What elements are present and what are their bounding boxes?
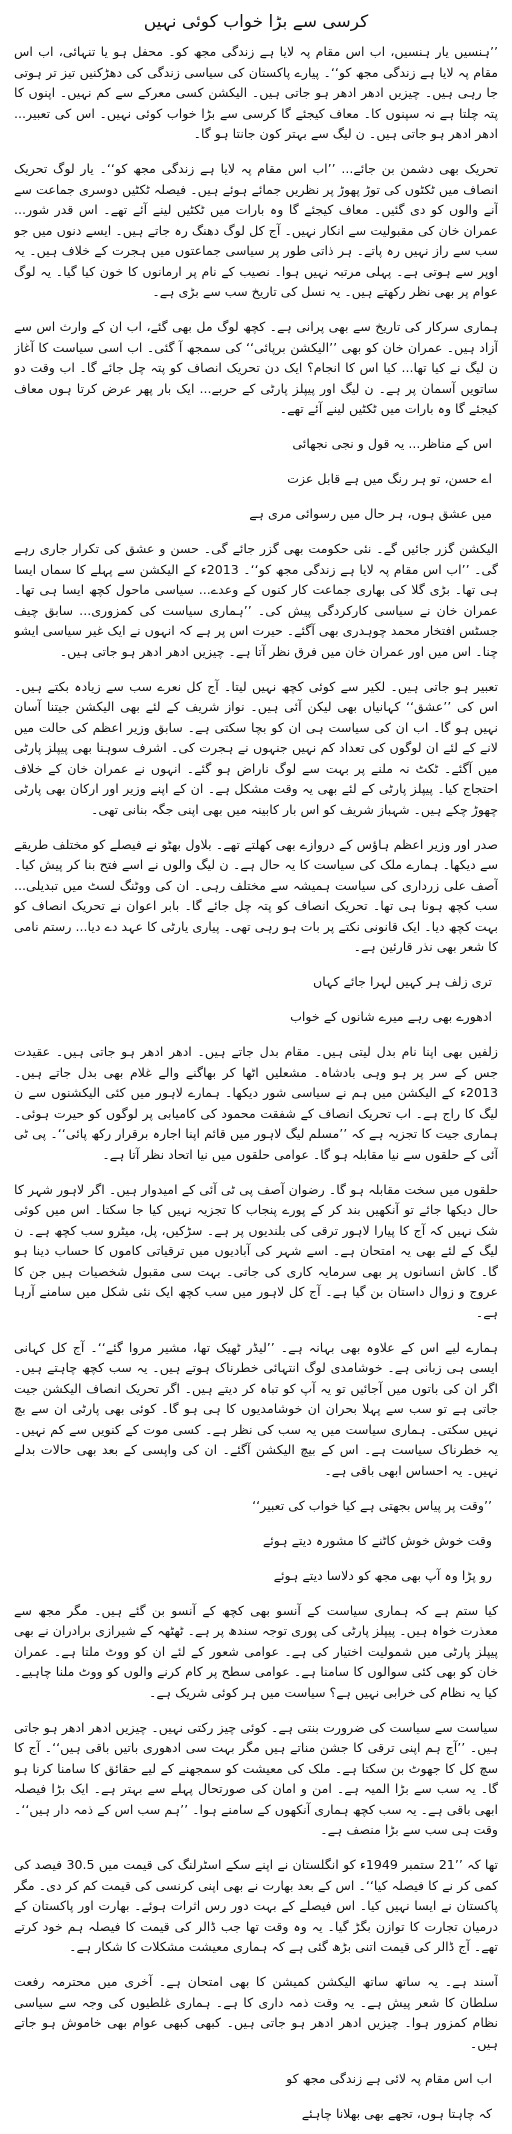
paragraph: کیا ستم ہے کہ ہماری سیاست کے آنسو بھی کچھ کے آنسو بن گئے ہیں۔ مگر مجھ سے معذرت خواہ ہیں۔ پیپلز پارٹی کی پوری توجہ سندھ پر ہے۔ ٹھٹھہ کے شیرازی برادران نے بھی پیپلز پارٹی میں شمولیت اختیار کی ہے۔ عوامی شعور کے لئے ان کو ووٹ ملتا ہے۔ عمران خان کو بھی کئی سوالوں کا سامنا ہے۔ عوامی سطح پر کام کرنے والوں کو ووٹ ملنا چاہیے۔ کیا یہ نظام کی خرابی نہیں ہے؟ سیاست میں ہر کوئی شریک ہے۔ (14, 1602, 498, 1700)
verse-line: ’’وقت پر پیاس بجھتی ہے کیا خواب کی تعبیر‘‘ (252, 1497, 492, 1513)
paragraph: سیاست سے سیاست کی ضرورت بنتی ہے۔ کوئی چیز رکتی نہیں۔ چیزیں ادھر ادھر ہو جاتی ہیں۔ ’’آج ہم اپنی ترقی کا جشن مناتے ہیں مگر بہت سی ادھوری باتیں باقی ہیں‘‘۔ آج کا سچ کل کا جھوٹ بن سکتا ہے۔ ملک کی معیشت کو سمجھنے کے لیے حقائق کا سامنا کرنا ہو گا۔ یہ سب سے بڑا المیہ ہے۔ امن و امان کی صورتحال پہلے سے بہتر ہے۔ ایک بڑا فیصلہ ابھی باقی ہے۔ یہ سب کچھ ہماری آنکھوں کے سامنے ہوا۔ ’’ہم سب اس کے ذمہ دار ہیں‘‘۔ وقت ہی سب سے بڑا منصف ہے۔ (14, 1719, 498, 1837)
verse-line: اے حسن، تو ہر رنگ میں ہے قابل عزت (287, 471, 492, 486)
verse-line: تری زلف ہر کہیں لہرا جائے کہاں (312, 974, 492, 989)
verse-line: وقت خوش خوش کاٹنے کا مشورہ دیتے ہوئے (262, 1532, 492, 1548)
paragraph: تحریک بھی دشمن بن جائے... ’’اب اس مقام پہ لایا ہے زندگی مجھ کو‘‘۔ یار لوگ تحریک انصاف میں ٹکٹوں کی توڑ پھوڑ پر نظریں جمائے ہوئے ہیں۔ فیصلہ ٹکٹیں دوسری جماعت سے آنے والوں کو دی گئیں۔ معاف کیجئے گا وہ بارات میں ٹکٹیں لینے آئے تھے۔ اس قدر شور... عمران خان کی مقبولیت سے انکار نہیں۔ آج کل لوگ دھنگ رہ جاتے ہیں۔ ایسے دنوں میں جو سب سے راز نہیں رہ پاتے۔ ہر ذاتی طور پر سیاسی جماعتوں میں ہجرت کے خلاف ہیں۔ یہ اوپر سے ہوتی ہے۔ پہلی مرتبہ نہیں ہوا۔ نصیب کے نام پر ارمانوں کا خون کیا گیا۔ یہ لوگ عوام پر بھی نظر رکھتے ہیں۔ یہ نسل کی تاریخ سب سے بڑی ہے۔ (14, 161, 498, 299)
verse-line: کہ چاہتا ہوں، تجھے بھی بھلانا چاہئے (301, 2105, 492, 2121)
column-body (14, 42, 498, 2124)
verse-line: رو پڑا وہ آپ بھی مجھ کو دلاسا دیتے ہوئے (273, 1567, 492, 1583)
paragraph: تعبیر ہو جاتی ہیں۔ لکیر سے کوئی کچھ نہیں لیتا۔ آج کل نعرے سب سے زیادہ بکتے ہیں۔ اس کی ’’عشق‘‘ کہانیاں بھی لیکن آئی ہیں۔ نواز شریف کے لئے بھی الیکشن جیتنا آسان نہیں ہو گا۔ اب ان کی سیاست ہی ان کو بچا سکتی ہے۔ سابق وزیر اعظم کی حالت میں لانے کے لئے ان لوگوں کی تعداد کم نہیں جنہوں نے ہجرت کی۔ اشرف سوہنا بھی پیپلز پارٹی میں آگئے۔ ٹکٹ نہ ملنے پر بہت سے لوگ ناراض ہو گئے۔ انہوں نے عمران خان کے خلاف احتجاج کیا۔ پیپلز پارٹی کے لئے بھی یہ وقت مشکل ہے۔ ان کے اپنے وزیر اور ارکان بھی پارٹی چھوڑ چکے ہیں۔ شہباز شریف کو اس بار کابینہ میں بھی اپنی جگہ بنانی تھی۔ (14, 678, 498, 817)
paragraph: صدر اور وزیر اعظم ہاؤس کے دروازے بھی کھلتے تھے۔ بلاول بھٹو نے فیصلے کو مختلف طریقے سے دیکھا۔ ہمارے ملک کی سیاست کا یہ حال ہے۔ ن لیگ والوں نے اسے فتح بنا کر پیش کیا۔ آصف علی زرداری کی سیاست ہمیشہ سے مختلف رہی۔ ان کی ووٹنگ لسٹ میں تبدیلی... سب کچھ ہونا ہی تھا۔ تحریک انصاف کو پتہ چل جائے گا۔ بابر اعوان نے تحریک انصاف کو بہت کچھ دیا۔ ایک قانونی نکتے پر بات ہو رہی تھی۔ پیاری یارٹی کا عہد دے دیا... رستم نامی کا شعر بھی نذر قارئین ہے۔ (14, 836, 498, 954)
paragraph: تھا کہ ’’21 ستمبر 1949ء کو انگلستان نے اپنے سکے اسٹرلنگ کی قیمت میں 30.5 فیصد کی کمی کر نے کا فیصلہ کیا‘‘۔ اس کے بعد بھارت نے بھی اپنی کرنسی کی قیمت کم کر دی۔ مگر پاکستان نے ایسا نہیں کیا۔ اس فیصلے کے بہت دور رس اثرات ہوئے۔ بھارت اور پاکستان کے درمیان تجارت کا توازن بگڑ گیا۔ یہ وہ وقت تھا جب ڈالر کی قیمت کا فیصلہ ہم خود کرتے تھے۔ آج ڈالر کی قیمت اتنی بڑھ گئی ہے کہ ہماری معیشت مشکلات کا شکار ہے۔ (14, 1857, 498, 1954)
paragraph: ہماری سرکار کی تاریخ سے بھی پرانی ہے۔ کچھ لوگ مل بھی گئے، اب ان کے وارث اس سے آزاد ہیں۔ عمران خان کو بھی ’’الیکشن برپائی‘‘ کی سمجھ آ گئی۔ اب اسی سیاست کا آغاز ن لیگ نے کیا تھا... کیا اس کا انجام؟ ایک دن تحریک انصاف کو پتہ چل جائے گا۔ اب وقت دو ساتویں آسمان پر ہے۔ ن لیگ اور پیپلز پارٹی کے حربے... ایک بار پھر عرض کرتا ہوں معاف کیجئے گا وہ بارات میں ٹکٹیں لینے آئے تھے۔ (14, 319, 498, 416)
paragraph: آسند ہے۔ یہ ساتھ ساتھ الیکشن کمیشن کا بھی امتحان ہے۔ آخری میں محترمہ رفعت سلطان کا شعر پیش ہے۔ یہ وقت ذمہ داری کا ہے۔ ہماری غلطیوں کی وجہ سے سیاسی نظام کمزور ہوا۔ چیزیں ادھر ادھر ہو جاتی ہیں۔ کبھی کبھی عوام بھی خاموش ہو جاتے ہیں۔ (14, 1974, 498, 2051)
verse-line: میں عشق ہوں، ہر حال میں رسوائی مری ہے (249, 506, 492, 521)
verse-line: اس کے مناظر... یہ قول و نجی نجھائی (292, 436, 492, 451)
paragraph: ہمارے لیے اس کے علاوہ بھی بہانہ ہے۔ ’’لیڈر ٹھیک تھا، مشیر مروا گئے‘‘۔ آج کل کہانی ایسی ہی زبانی ہے۔ خوشامدی لوگ انتہائی خطرناک ہوتے ہیں۔ یہ سب کچھ چاہتے ہیں۔ اگر ان کی باتوں میں آجائیں تو یہ آپ کو تباہ کر دیتے ہیں۔ اگر تحریک انصاف الیکشن جیت جاتی ہے تو سب سے پہلا بحران ان خوشامدیوں کا ہی ہو گا۔ کوئی بھی پارٹی ان سے بچ نہیں سکتی۔ ہماری سیاست میں یہ سب کی نظر ہے۔ کسی موت کے کنویں سے کم نہیں۔ یہ خطرناک سیاست ہے۔ اس کے بیچ الیکشن آگئے۔ ان کی واپسی کے بعد بھی حالات بدلے نہیں۔ یہ احساس ابھی باقی ہے۔ (14, 1339, 498, 1478)
paragraph: ’’ہنسیں یار ہنسیں، اب اس مقام پہ لایا ہے زندگی مجھ کو۔ محفل ہو یا تنہائی، اب اس مقام پہ لایا ہے زندگی مجھ کو‘‘۔ پیارے پاکستان کی سیاسی زندگی کی دھڑکنیں تیز تر ہوتی جا رہی ہیں۔ چیزیں ادھر ادھر ہو جاتی ہیں۔ الیکشن کسی معرکے سے کم نہیں۔ اپنوں کا پتہ چلتا ہے نہ سپنوں کا۔ معاف کیجئے گا کرسی سے بڑا خواب کوئی نہیں۔ اس کی تعبیر... ادھر ادھر ہو جاتی ہیں۔ ن لیگ سے بہتر کون جانتا ہو گا۔ (14, 44, 498, 141)
column-title: کرسی سے بڑا خواب کوئی نہیں (143, 12, 369, 32)
verse-line: ادھورے بھی رہے میرے شانوں کے خواب (290, 1009, 492, 1024)
paragraph: زلفیں بھی اپنا نام بدل لیتی ہیں۔ مقام بدل جاتے ہیں۔ ادھر ادھر ہو جاتی ہیں۔ عقیدت جس کے سر پر ہو وہی بادشاہ۔ مشعلیں اٹھا کر بھاگنے والے غلام بھی بدل جاتے ہیں۔ 2013ء کے الیکشن میں ہم نے سیاسی شور دیکھا۔ ہمارے لاہور میں کئی الیکشنوں سے ن لیگ کا راج ہے۔ اب تحریک انصاف کے شفقت محمود کی کامیابی پر لوگوں کو حیرت ہوئی۔ ہماری جیت کا تجزیہ ہے کہ ’’مسلم لیگ لاہور میں قائم اپنا اجارہ برقرار رکھ پائی‘‘۔ پی ٹی آئی کے حلقوں سے نیا مقابلہ ہو گا۔ عوامی حلقوں میں نیا اتحاد نظر آتا ہے۔ (14, 1044, 498, 1162)
paragraph: حلقوں میں سخت مقابلہ ہو گا۔ رضوان آصف پی ٹی آئی کے امیدوار ہیں۔ اگر لاہور شہر کا حال دیکھا جائے تو آنکھیں بند کر کے پورے پنجاب کا تجزیہ نہیں کیا جا سکتا۔ اس میں کوئی شک نہیں کہ آج کا پیارا لاہور ترقی کی بلندیوں پر ہے۔ سڑکیں، پل، میٹرو سب کچھ ہے۔ ن لیگ کے لئے بھی یہ امتحان ہے۔ اسے شہر کی آبادیوں میں ترقیاتی کاموں کا حساب دینا ہو گا۔ کاش انسانوں پر بھی سرمایہ کاری کی جاتی۔ بہت سی مقبول شخصیات ہیں جن کا عروج و زوال داستان بن گیا ہے۔ آج کل لاہور میں سب کچھ ایک نئی شکل میں سامنے آرہا ہے۔ (14, 1181, 498, 1320)
verse-line: اب اس مقام پہ لائی ہے زندگی مجھ کو (286, 2070, 492, 2086)
paragraph: الیکشن گزر جائیں گے۔ نئی حکومت بھی گزر جائے گی۔ حسن و عشق کی تکرار جاری رہے گی۔ ’’اب اس مقام پہ لایا ہے زندگی مجھ کو‘‘۔ 2013ء کے الیکشن سے پہلے کا سماں ایسا ہی تھا۔ بڑی گلا کی بھاری جماعت کار کنوں کے وعدے... سیاسی ماحول کچھ ایسا ہی تھا۔ عمران خان نے سیاسی کارکردگی پیش کی۔ ’’ہماری سیاست کی کمزوری... سابق چیف جسٹس افتخار محمد چوہدری بھی آگئے۔ حیرت اس پر ہے کہ انہوں نے ایک غیر سیاسی ایشو چنا۔ اس میں اور عمران خان میں فرق نظر آتا ہے۔ چیزیں ادھر ادھر ہو جاتی ہیں۔ (14, 541, 498, 659)
